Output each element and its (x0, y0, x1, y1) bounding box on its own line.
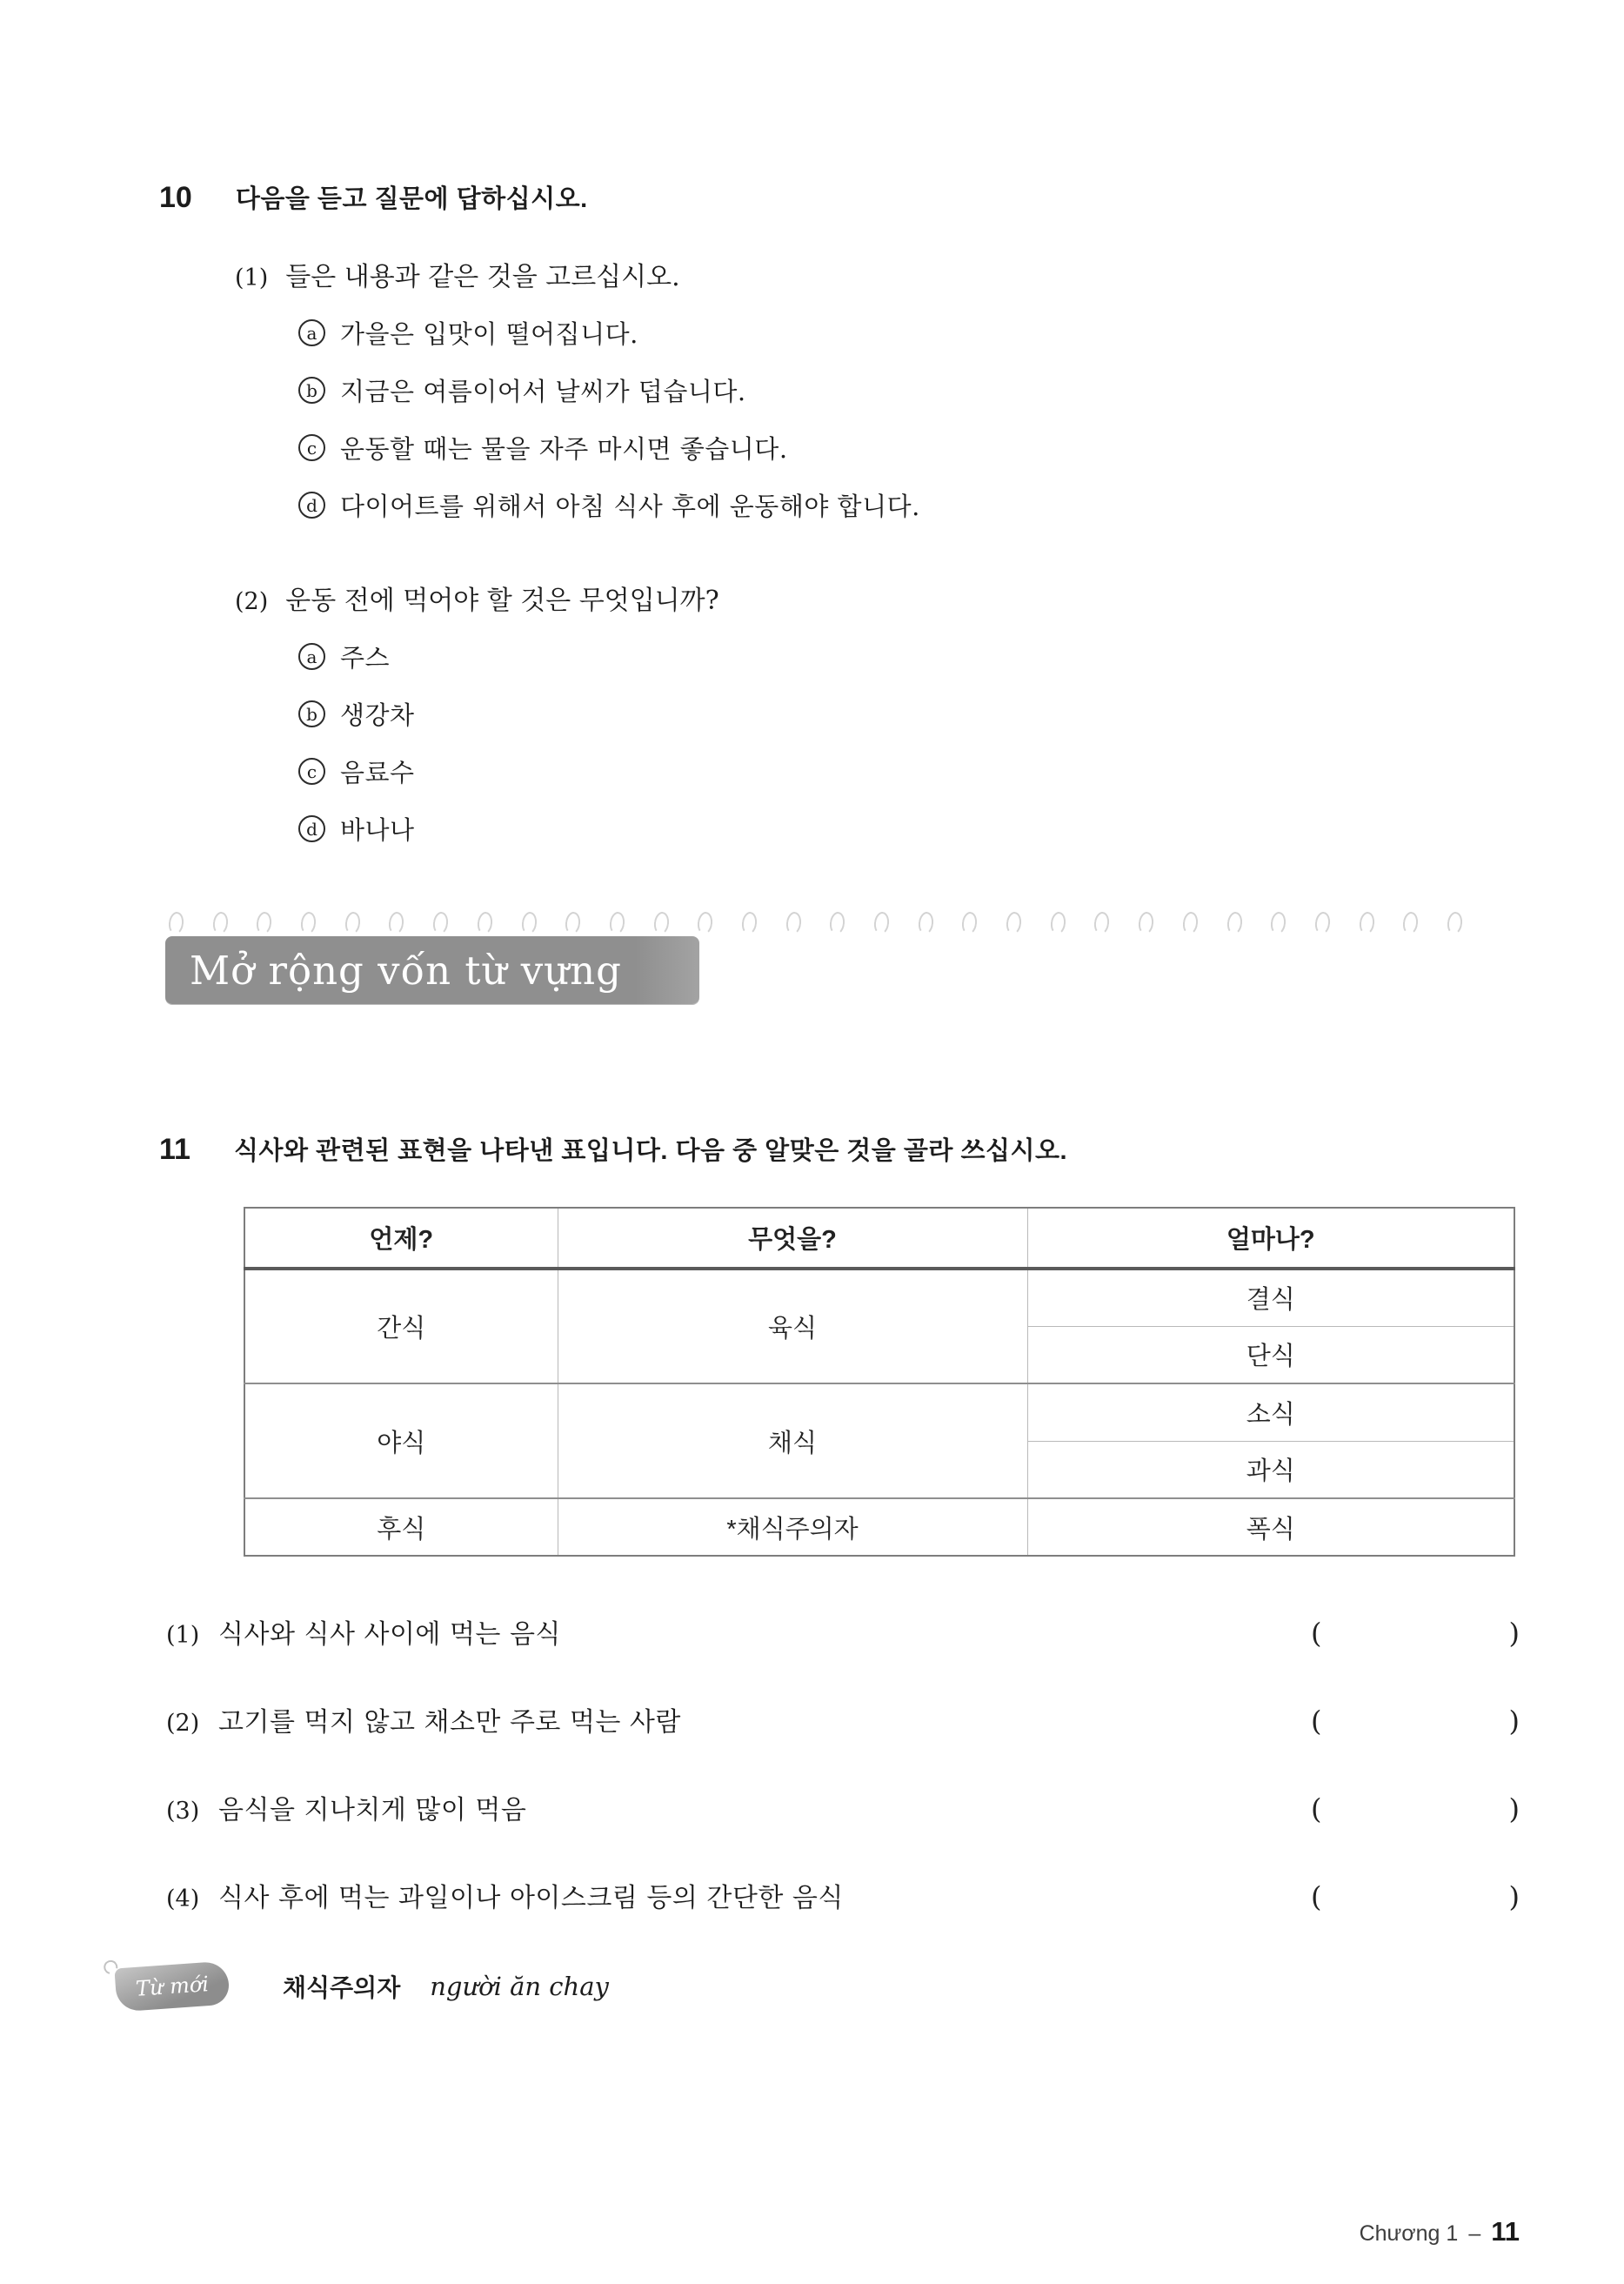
answer-blank (1311, 1792, 1520, 1825)
sub-question-heading (235, 255, 1525, 293)
column-header-when: 언제? (244, 1208, 558, 1269)
question-10 (159, 179, 1525, 847)
sub-question-number: (2) (235, 588, 269, 615)
sub-question-prompt: 운동 전에 먹어야 할 것은 무엇입니까? (285, 586, 719, 616)
item-text: 고기를 먹지 않고 채소만 주로 먹는 사람 (218, 1707, 681, 1738)
question-10-heading (159, 179, 1525, 215)
new-words-note (116, 1965, 609, 2008)
section-banner (165, 908, 1466, 1004)
option-text: 주스 (340, 643, 391, 673)
paren-close: ) (1508, 1792, 1520, 1825)
paren-close: ) (1508, 1617, 1520, 1650)
item-text: 식사와 식사 사이에 먹는 음식 (218, 1619, 561, 1650)
table-cell: *채식주의자 (558, 1498, 1027, 1556)
fill-in-item-2 (166, 1700, 1525, 1738)
paren-open: ( (1311, 1792, 1322, 1825)
item-number: (1) (166, 1622, 200, 1649)
table-cell: 폭식 (1027, 1498, 1514, 1556)
answer-blank (1311, 1880, 1520, 1913)
leaf-badge (114, 1961, 230, 2013)
table-cell: 후식 (244, 1498, 558, 1556)
section-title: Mở rộng vốn từ vựng (190, 947, 622, 994)
question-10-sub-2 (235, 579, 1525, 847)
paren-open: ( (1311, 1880, 1322, 1913)
page-footer (1360, 2216, 1520, 2247)
leaf-stem-icon (101, 1958, 120, 1977)
option-d (298, 811, 1525, 847)
option-b (298, 372, 1525, 408)
paren-open: ( (1311, 1705, 1322, 1738)
spiral-binding (165, 908, 1466, 934)
option-d (298, 487, 1525, 523)
fill-in-items (166, 1612, 1525, 1914)
table-row (244, 1498, 1514, 1556)
circled-letter: c (298, 434, 325, 461)
vocab-translation: người ăn chay (430, 1972, 609, 2001)
chapter-label: Chương 1 (1359, 2221, 1459, 2246)
question-11-heading (159, 1131, 1525, 1167)
sub-question-prompt: 들은 내용과 같은 것을 고르십시오. (285, 262, 680, 292)
question-10-sub-1 (235, 255, 1525, 523)
option-b (298, 696, 1525, 732)
option-list (298, 315, 1525, 523)
option-text: 가을은 입맛이 떨어집니다. (340, 319, 638, 349)
circled-letter: b (298, 377, 325, 404)
table-cell: 야식 (244, 1383, 558, 1498)
answer-blank (1311, 1617, 1520, 1650)
circled-letter: d (298, 492, 325, 519)
option-text: 다이어트를 위해서 아침 식사 후에 운동해야 합니다. (340, 492, 920, 521)
option-text: 운동할 때는 물을 자주 마시면 좋습니다. (340, 434, 788, 464)
circled-letter: d (298, 815, 325, 842)
fill-in-item-1 (166, 1612, 1525, 1651)
question-prompt: 다음을 듣고 질문에 답하십시오. (235, 185, 588, 213)
paren-close: ) (1508, 1705, 1520, 1738)
circled-letter: a (298, 643, 325, 670)
meal-vocabulary-table (244, 1207, 1515, 1557)
item-text: 음식을 지나치게 많이 먹음 (218, 1795, 527, 1825)
table-cell: 결식 (1027, 1269, 1514, 1326)
vocab-term: 채식주의자 (283, 1974, 401, 2001)
question-11 (159, 1131, 1525, 1964)
table-cell: 육식 (558, 1269, 1027, 1383)
option-c (298, 754, 1525, 789)
sub-question-heading (235, 579, 1525, 617)
option-a (298, 315, 1525, 351)
footer-dash: – (1468, 2221, 1481, 2246)
option-a (298, 639, 1525, 674)
table-row (244, 1383, 1514, 1441)
table-cell: 과식 (1027, 1441, 1514, 1498)
sub-question-number: (1) (235, 265, 269, 291)
option-list (298, 639, 1525, 847)
question-number: 10 (159, 181, 192, 214)
circled-letter: c (298, 758, 325, 785)
question-number: 11 (159, 1133, 190, 1166)
option-c (298, 430, 1525, 466)
circled-letter: b (298, 700, 325, 727)
paren-open: ( (1311, 1617, 1322, 1650)
column-header-howmuch: 얼마나? (1027, 1208, 1514, 1269)
page-number: 11 (1491, 2216, 1520, 2247)
table-cell: 소식 (1027, 1383, 1514, 1441)
item-number: (2) (166, 1710, 200, 1737)
column-header-what: 무엇을? (558, 1208, 1027, 1269)
paren-close: ) (1508, 1880, 1520, 1913)
section-title-bar (165, 936, 699, 1004)
table-cell: 단식 (1027, 1326, 1514, 1383)
item-number: (3) (166, 1798, 200, 1825)
table-row (244, 1269, 1514, 1326)
answer-blank (1311, 1705, 1520, 1738)
option-text: 생강차 (340, 700, 415, 730)
table-header-row (244, 1208, 1514, 1269)
fill-in-item-3 (166, 1788, 1525, 1826)
option-text: 바나나 (340, 815, 415, 845)
fill-in-item-4 (166, 1876, 1525, 1914)
option-text: 지금은 여름이어서 날씨가 덥습니다. (340, 377, 746, 406)
leaf-badge-label: Từ mới (135, 1972, 210, 2001)
item-text: 식사 후에 먹는 과일이나 아이스크림 등의 간단한 음식 (218, 1883, 844, 1913)
question-prompt: 식사와 관련된 표현을 나타낸 표입니다. 다음 중 알맞은 것을 골라 쓰십시오. (233, 1137, 1068, 1165)
table-cell: 채식 (558, 1383, 1027, 1498)
circled-letter: a (298, 319, 325, 346)
table-cell: 간식 (244, 1269, 558, 1383)
item-number: (4) (166, 1885, 200, 1912)
option-text: 음료수 (340, 758, 415, 787)
